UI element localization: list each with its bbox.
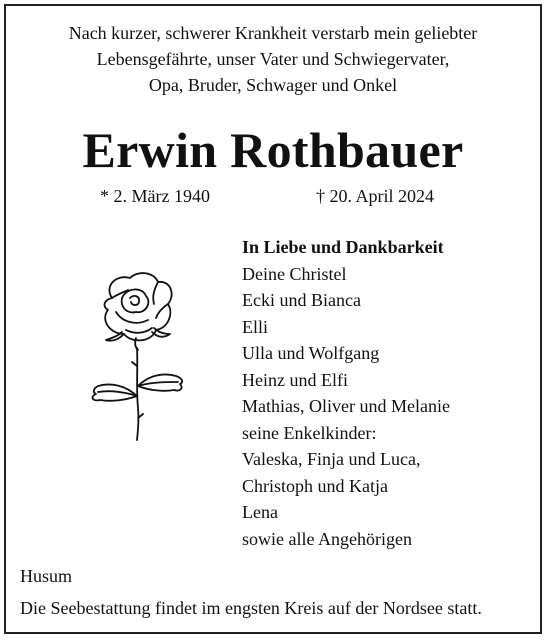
mourner-item: sowie alle Angehörigen (242, 528, 412, 549)
intro-line: Nach kurzer, schwerer Krankheit verstarb mein geliebter (68, 23, 478, 43)
mourner-item: Elli (242, 316, 268, 337)
mourner-item: seine Enkelkinder: (242, 422, 377, 443)
mourner-item: Lena (242, 502, 278, 522)
mourner-item: Ulla und Wolfgang (242, 343, 380, 363)
death-date: † 20. April 2024 (316, 186, 435, 206)
mourners-list (242, 234, 450, 552)
mourners-heading: In Liebe und Dankbarkeit (242, 237, 444, 257)
mourner-item: Heinz und Elfi (242, 369, 348, 390)
intro-line: Lebensgefährte, unser Vater und Schwiegervater, (96, 49, 450, 69)
mourner-item: Valeska, Finja und Luca, (242, 449, 421, 469)
obituary-frame (4, 4, 542, 634)
burial-note: Die Seebestattung findet im engsten Kreis auf der Nordsee statt. (20, 598, 482, 618)
mourner-item: Ecki und Bianca (242, 290, 361, 310)
rose-icon (82, 268, 192, 443)
mourner-item: Christoph und Katja (242, 475, 388, 496)
intro-text (6, 20, 540, 98)
place-name: Husum (20, 566, 73, 586)
mourner-item: Deine Christel (242, 263, 347, 284)
mourner-item: Mathias, Oliver und Melanie (242, 396, 450, 416)
deceased-name: Erwin Rothbauer (82, 122, 464, 178)
intro-line: Opa, Bruder, Schwager und Onkel (148, 75, 398, 95)
birth-date: * 2. März 1940 (100, 186, 210, 206)
